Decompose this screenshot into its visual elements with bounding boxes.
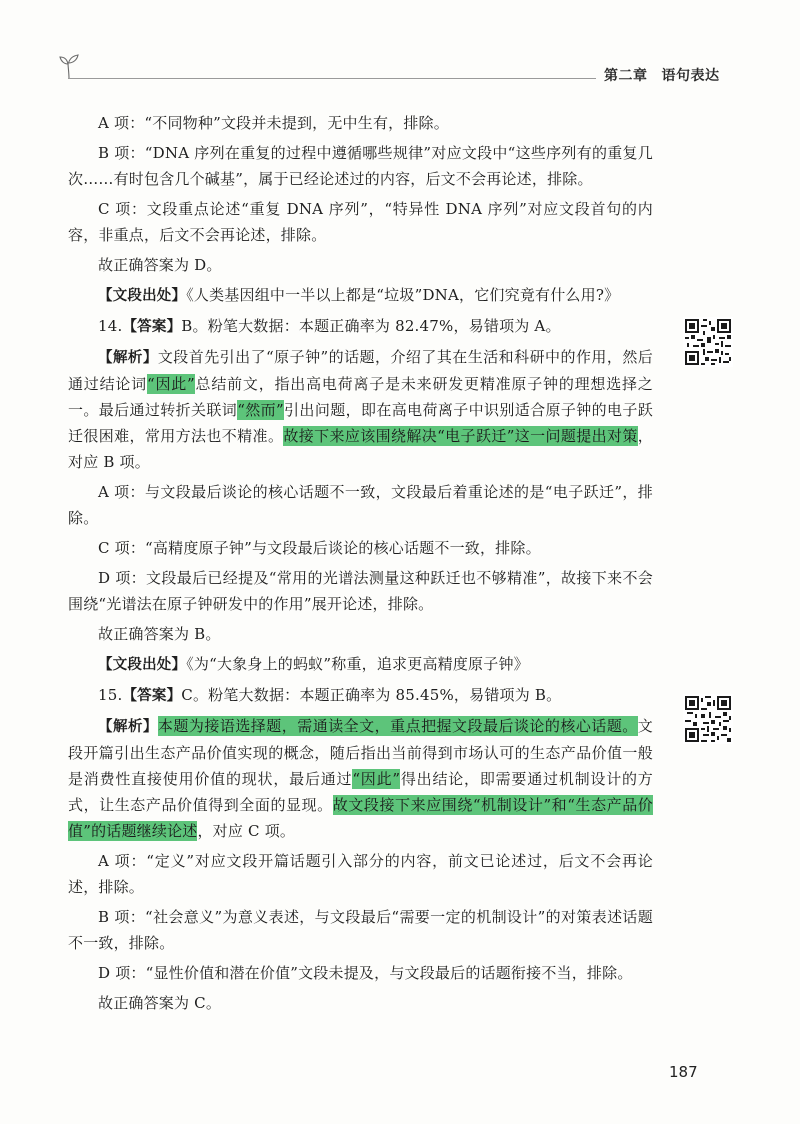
highlight: “因此”	[146, 375, 195, 393]
analysis-text: ，对应 B 项。	[68, 427, 653, 471]
q15-analysis	[68, 713, 653, 844]
source-text: 《为“大象身上的蚂蚁”称重，追求更高精度原子钟》	[186, 655, 529, 673]
highlight: “因此”	[352, 770, 401, 788]
answer-label: 【答案】	[122, 319, 182, 335]
q13-option-c: C 项：文段重点论述“重复 DNA 序列”，“特异性 DNA 序列”对应文段首句的内容，非重点，后文不会再论述，排除。	[68, 200, 653, 244]
source-label: 【文段出处】	[98, 657, 187, 673]
page-number: 187	[669, 1063, 698, 1081]
question-number: 15.	[98, 686, 123, 704]
analysis-label: 【解析】	[98, 350, 158, 366]
running-header	[0, 52, 800, 92]
answer-text: C。粉笔大数据：本题正确率为 85.45%，易错项为 B。	[181, 686, 562, 704]
qr-code-icon[interactable]	[683, 694, 733, 744]
q15-option-a: A 项：“定义”对应文段开篇话题引入部分的内容，前文已论述过，后文不会再论述，排除。	[68, 852, 653, 896]
source-label: 【文段出处】	[98, 288, 187, 304]
source-text: 《人类基因组中一半以上都是“垃圾”DNA，它们究竟有什么用?》	[186, 286, 620, 304]
chapter-number: 第二章	[604, 68, 648, 84]
highlight: 故文段接下来应围绕“机制设计”和“生态产品价值”的话题继续论述	[68, 796, 653, 840]
answer-label: 【答案】	[122, 688, 182, 704]
analysis-text: 得出结论，即需要通过机制设计的方式，让生态产品价值得到全面的显现。	[68, 770, 654, 814]
highlight: “然而”	[237, 401, 284, 419]
q15-answer: 故正确答案为 C。	[98, 994, 222, 1012]
q14-option-c: C 项：“高精度原子钟”与文段最后谈论的核心话题不一致，排除。	[98, 539, 541, 557]
answer-text: B。粉笔大数据：本题正确率为 82.47%，易错项为 A。	[181, 317, 561, 335]
q13-answer: 故正确答案为 D。	[98, 256, 222, 274]
q14-analysis	[68, 344, 653, 475]
sprout-icon	[58, 52, 80, 80]
q14-source	[68, 651, 653, 678]
q15-option-d: D 项：“显性价值和潜在价值”文段未提及，与文段最后的话题衔接不当，排除。	[98, 964, 633, 982]
chapter-title	[604, 65, 720, 85]
q14-option-d: D 项：文段最后已经提及“常用的光谱法测量这种跃迁也不够精准”，故接下来不会围绕“光谱法在原子钟研发中的作用”展开论述，排除。	[68, 569, 653, 613]
analysis-text: 总结前文，指出高电荷离子是未来研发更精准原子钟的理想选择之一。最后通过转折关联词	[68, 375, 653, 419]
section-title: 语句表达	[661, 68, 720, 84]
analysis-label: 【解析】	[98, 719, 158, 735]
analysis-text: 引出问题，即在高电荷离子中识别适合原子钟的电子跃迁很困难，常用方法也不精准。	[68, 401, 654, 445]
qr-code-icon[interactable]	[683, 317, 733, 367]
highlight: 本题为接语选择题，需通读全文，重点把握文段最后谈论的核心话题。	[157, 717, 638, 735]
q13-source	[68, 282, 653, 309]
analysis-text: ，对应 C 项。	[197, 822, 296, 840]
q13-option-b: B 项：“DNA 序列在重复的过程中遵循哪些规律”对应文段中“这些序列有的重复几次……有时包含几个碱基”，属于已经论述过的内容，后文不会再论述，排除。	[68, 144, 653, 188]
analysis-text: 文段开篇引出生态产品价值实现的概念，随后指出当前得到市场认可的生态产品价值一般是消费性直接使用价值的现状，最后通过	[68, 717, 653, 788]
analysis-text: 文段首先引出了“原子钟”的话题，介绍了其在生活和科研中的作用，然后通过结论词	[68, 348, 653, 393]
highlight: 故接下来应该围绕解决“电子跃迁”这一问题提出对策	[283, 427, 638, 445]
q13-option-a: A 项：“不同物种”文段并未提到，无中生有，排除。	[98, 114, 449, 132]
header-rule	[68, 78, 596, 79]
q15-option-b: B 项：“社会意义”为意义表述，与文段最后“需要一定的机制设计”的对策表述话题不一致，排除。	[68, 908, 653, 952]
q14-answer: 故正确答案为 B。	[98, 625, 221, 643]
page-content	[68, 110, 653, 1016]
q14-answer-line	[68, 313, 653, 340]
q14-option-a: A 项：与文段最后谈论的核心话题不一致，文段最后着重论述的是“电子跃迁”，排除。	[68, 483, 653, 527]
question-number: 14.	[98, 317, 123, 335]
q15-answer-line	[68, 682, 653, 709]
